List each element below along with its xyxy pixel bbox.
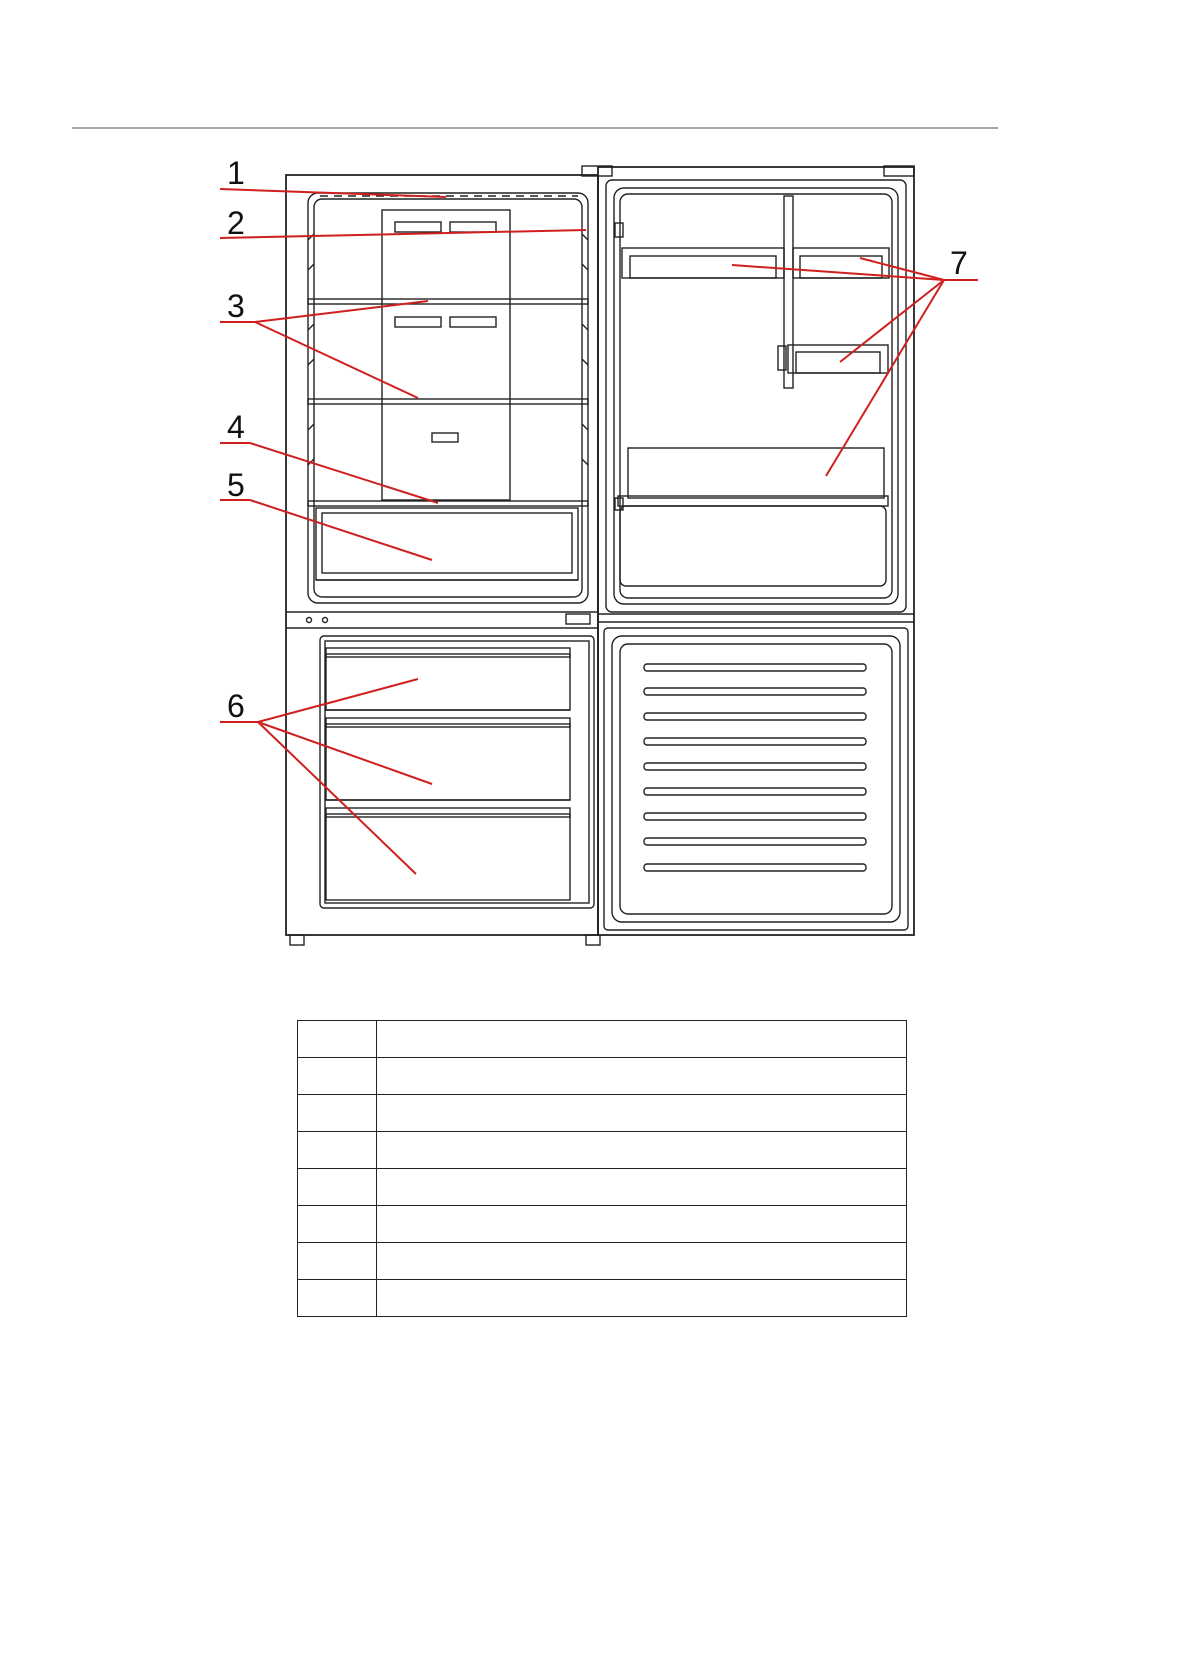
callout-1: 1 — [227, 155, 245, 191]
door — [582, 166, 914, 935]
part-number-cell — [298, 1169, 377, 1206]
table-row — [298, 1169, 907, 1206]
freezer-door-ribs — [644, 664, 866, 871]
parts-table — [297, 1020, 907, 1317]
callout-5: 5 — [227, 467, 245, 503]
table-row — [298, 1243, 907, 1280]
table-row — [298, 1132, 907, 1169]
part-description-cell — [377, 1095, 907, 1132]
part-number-cell — [298, 1206, 377, 1243]
part-number-cell — [298, 1095, 377, 1132]
callout-2: 2 — [227, 205, 245, 241]
part-description-cell — [377, 1058, 907, 1095]
table-row — [298, 1095, 907, 1132]
part-description-cell — [377, 1021, 907, 1058]
table-row — [298, 1280, 907, 1317]
cabinet — [286, 175, 600, 945]
part-number-cell — [298, 1280, 377, 1317]
part-number-cell — [298, 1132, 377, 1169]
leader-lines — [220, 189, 978, 874]
callout-7: 7 — [950, 245, 968, 281]
part-description-cell — [377, 1132, 907, 1169]
part-description-cell — [377, 1169, 907, 1206]
part-description-cell — [377, 1243, 907, 1280]
part-number-cell — [298, 1243, 377, 1280]
table-row — [298, 1206, 907, 1243]
callout-3: 3 — [227, 288, 245, 324]
part-description-cell — [377, 1280, 907, 1317]
table-row — [298, 1021, 907, 1058]
part-description-cell — [377, 1206, 907, 1243]
callout-6: 6 — [227, 688, 245, 724]
callout-4: 4 — [227, 409, 245, 445]
part-number-cell — [298, 1058, 377, 1095]
table-row — [298, 1058, 907, 1095]
part-number-cell — [298, 1021, 377, 1058]
